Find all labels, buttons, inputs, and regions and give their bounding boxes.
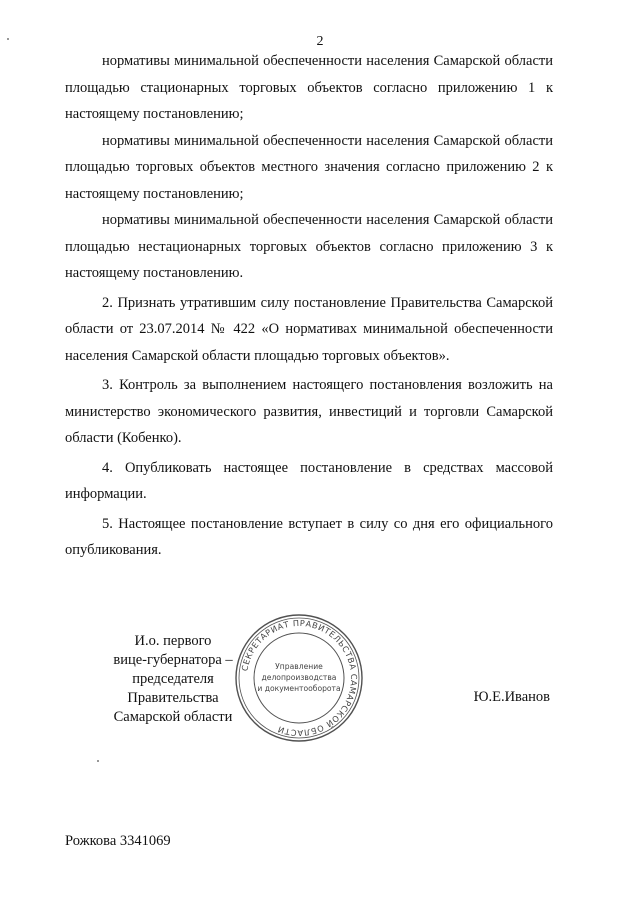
signatory-title-line: вице-губернатора – xyxy=(113,652,233,668)
paragraph-norms-local: нормативы минимальной обеспеченности населения Самарской области площадью торговых объектов местного значения согласно приложению 2 к настоящему постановлению; xyxy=(65,132,553,202)
seal-center-line: делопроизводства xyxy=(261,673,337,682)
official-seal-stamp xyxy=(234,613,364,743)
seal-ring-text: СЕКРЕТАРИАТ ПРАВИТЕЛЬСТВА САМАРСКОЙ ОБЛАСТИ xyxy=(239,617,360,739)
signatory-title xyxy=(88,632,258,727)
page-number: 2 xyxy=(316,34,324,49)
paragraph-item-4: 4. Опубликовать настоящее постановление в средствах массовой информации. xyxy=(65,459,553,502)
paragraph-norms-stationary: нормативы минимальной обеспеченности населения Самарской области площадью стационарных торговых объектов согласно приложению 1 к настоящему постановлению; xyxy=(65,53,553,122)
seal-center-line: и документооборота xyxy=(257,684,341,693)
paragraph-item-2: 2. Признать утратившим силу постановление Правительства Самарской области от 23.07.2014 № 422 «О нормативах минимальной обеспеченности населения Самарской области площадью торговых объектов». xyxy=(65,294,553,364)
signatory-title-line: председателя Правительства xyxy=(127,671,219,706)
signatory-name: Ю.Е.Иванов xyxy=(473,689,550,705)
signatory-title-line: И.о. первого xyxy=(134,633,212,649)
scan-speck xyxy=(97,760,99,762)
document-body xyxy=(65,48,553,564)
paragraph-norms-nonstationary: нормативы минимальной обеспеченности населения Самарской области площадью нестационарных торговых объектов согласно приложению 3 к настоящему постановлению. xyxy=(65,212,553,281)
paragraph-item-5: 5. Настоящее постановление вступает в силу со дня его официального опубликования. xyxy=(65,515,553,558)
signatory-title-line: Самарской области xyxy=(113,709,233,725)
paragraph-item-3: 3. Контроль за выполнением настоящего постановления возложить на министерство экономического развития, инвестиций и торговли Самарской области (Кобенко). xyxy=(65,377,553,446)
seal-center-line: Управление xyxy=(275,662,323,671)
executor-contact: Рожкова 3341069 xyxy=(65,833,171,849)
